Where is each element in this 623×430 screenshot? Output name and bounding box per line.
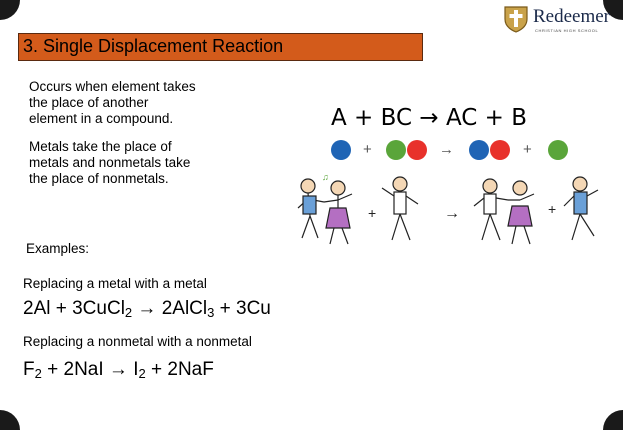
- eq2-subscript: 2: [34, 366, 42, 381]
- eq2-subscript: 2: [138, 366, 146, 381]
- eq2-reactant-b: + 2NaI: [41, 359, 109, 380]
- blue-ball: [469, 140, 489, 160]
- rule-text: Metals take the place of metals and nonmetals take the place of nonmetals.: [29, 139, 191, 186]
- eq2-product: I: [133, 359, 139, 380]
- redeemer-logo: [503, 5, 621, 35]
- logo-name: Redeemer: [533, 6, 611, 27]
- general-right: AC + B: [445, 105, 528, 131]
- arrow-icon: →: [108, 359, 134, 380]
- examples-heading: Examples:: [26, 241, 90, 256]
- single-figure: [564, 177, 598, 240]
- eq1-subscript: 2: [124, 305, 133, 320]
- couple-figure: [474, 179, 534, 244]
- svg-text:+: +: [548, 201, 557, 217]
- example1-equation: [23, 298, 271, 320]
- definition-text: Occurs when element takes the place of another element in a compound.: [29, 79, 196, 126]
- general-left: A + BC: [331, 105, 413, 131]
- red-ball: [407, 140, 427, 160]
- blue-ball: [331, 140, 351, 160]
- example2-caption: Replacing a nonmetal with a nonmetal: [23, 334, 252, 349]
- page-title: 3. Single Displacement Reaction: [23, 36, 284, 56]
- dancing-people-illustration: [294, 172, 614, 252]
- red-ball: [490, 140, 510, 160]
- eq1-product-b: + 3Cu: [214, 298, 271, 319]
- arrow-icon: →: [132, 298, 162, 319]
- eq1-reactants: 2Al + 3CuCl: [23, 298, 125, 319]
- ball-diagram: [330, 137, 575, 165]
- eq1-subscript: 3: [207, 305, 215, 320]
- green-ball: [548, 140, 568, 160]
- single-figure: [382, 177, 418, 240]
- general-equation: [331, 105, 527, 131]
- green-ball: [386, 140, 406, 160]
- shield-cross-icon: [503, 5, 529, 33]
- plus-symbol: +: [363, 141, 372, 158]
- frame-corner: [0, 0, 20, 20]
- logo-subtitle: CHRISTIAN HIGH SCHOOL: [535, 28, 599, 33]
- frame-corner: [0, 410, 20, 430]
- couple-figure: [298, 172, 352, 244]
- eq2-reactant: F: [23, 359, 35, 380]
- frame-corner: [603, 410, 623, 430]
- svg-text:→: →: [444, 205, 460, 222]
- eq1-product: 2AlCl: [161, 298, 208, 319]
- title-bar: [18, 33, 423, 61]
- arrow-icon: →: [419, 105, 446, 131]
- arrow-symbol: →: [439, 141, 454, 158]
- eq2-product-b: + 2NaF: [145, 359, 214, 380]
- example2-equation: [23, 359, 214, 381]
- svg-text:♫: ♫: [322, 172, 329, 182]
- example1-caption: Replacing a metal with a metal: [23, 276, 207, 291]
- plus-symbol: +: [523, 141, 532, 158]
- svg-text:+: +: [368, 205, 377, 221]
